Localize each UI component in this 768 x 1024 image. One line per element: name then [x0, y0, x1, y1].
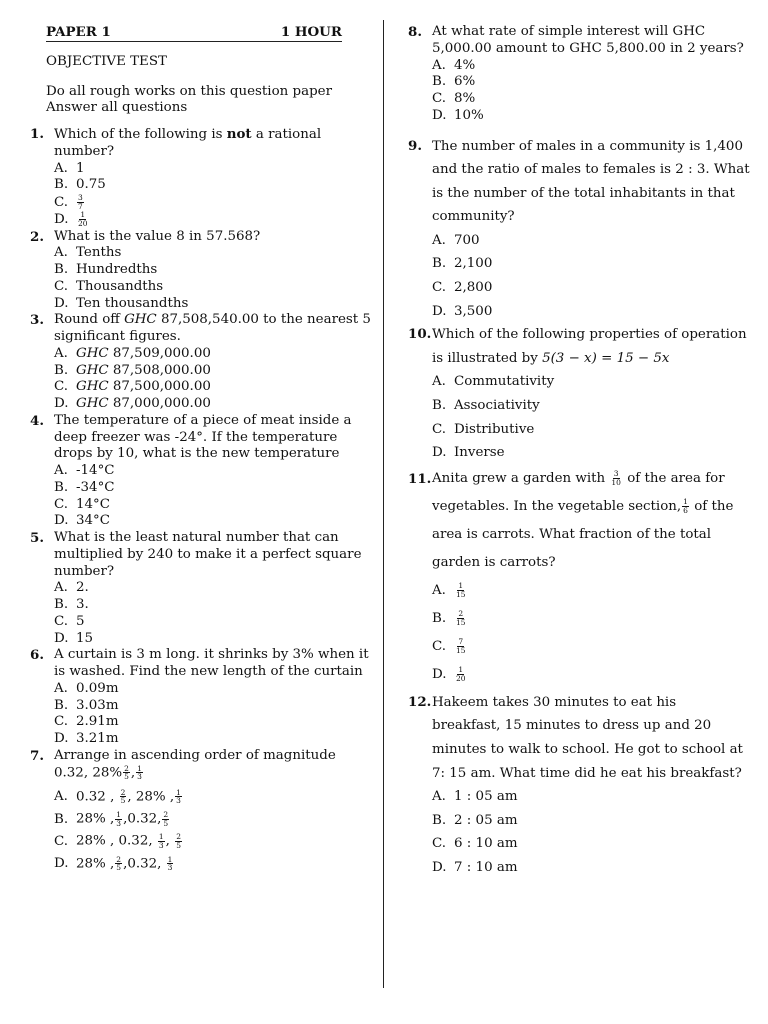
option-b[interactable] [408, 605, 758, 633]
denominator: 10 [611, 477, 621, 487]
option-b[interactable] [30, 597, 380, 614]
numerator: 1 [80, 210, 86, 220]
option-text: 3. [76, 597, 89, 612]
paper-header [46, 24, 342, 42]
option-a[interactable] [408, 370, 758, 394]
option-a[interactable] [30, 681, 380, 698]
option-text: 7 : 10 am [454, 859, 518, 875]
option-letter: A. [432, 374, 446, 390]
option-letter: B. [54, 362, 69, 378]
numerator: 1 [458, 665, 464, 675]
fraction [136, 765, 143, 781]
option-d[interactable] [408, 661, 758, 689]
option-text: 2,100 [454, 256, 493, 272]
option-text: 14°C [76, 496, 110, 512]
option-letter: D. [432, 107, 447, 123]
option-text: 2 : 05 am [454, 812, 518, 828]
right-q12-block [408, 691, 758, 880]
option-letter: D. [54, 396, 69, 411]
question-text-part: is illustrated by [432, 350, 543, 366]
numerator: 1 [137, 763, 142, 773]
question-number: 7. [30, 747, 44, 764]
question-line: minutes to walk to school. He got to school at [432, 742, 743, 757]
column-divider [383, 20, 384, 988]
option-text: -34°C [76, 479, 115, 495]
numerator: 1 [167, 854, 173, 864]
option-a[interactable] [30, 346, 380, 363]
denominator: 15 [456, 645, 466, 655]
numerator: 2 [458, 609, 464, 619]
option-d[interactable] [30, 296, 380, 313]
option-letter: C. [54, 714, 69, 730]
option-text: Hundredths [76, 262, 158, 277]
option-letter: C. [432, 421, 447, 437]
denominator: 3 [116, 818, 122, 828]
option-letter: D. [54, 731, 69, 746]
fraction [455, 638, 467, 654]
fraction [682, 498, 689, 514]
option-text: 3.03m [76, 697, 119, 713]
option-text: Tenths [76, 245, 122, 261]
denominator: 3 [176, 796, 181, 806]
right-spaced-block [408, 135, 758, 465]
option-d[interactable] [408, 108, 758, 125]
question-text-part: of the [689, 498, 734, 514]
question-line: Which of the following properties of operation [432, 327, 747, 343]
option-letter: B. [432, 610, 447, 626]
question-text: Arrange in ascending order of magnitude [54, 747, 336, 763]
question-text [432, 465, 758, 577]
left-column [30, 24, 380, 873]
option-letter: A. [54, 345, 68, 361]
question-text-part: a rational number? [54, 127, 322, 159]
option-letter: A. [54, 680, 68, 696]
option-text: 28% , [76, 811, 115, 827]
denominator: 5 [176, 840, 181, 850]
option-letter: D. [54, 211, 69, 227]
option-letter: C. [54, 194, 69, 210]
option-c[interactable] [30, 379, 380, 396]
fraction [175, 789, 182, 805]
question-text [432, 691, 758, 785]
denominator: 6 [683, 505, 688, 515]
fraction [115, 856, 122, 872]
option-a[interactable] [30, 463, 380, 480]
numerator: 2 [176, 832, 181, 842]
question-text [432, 323, 758, 370]
option-b[interactable] [408, 394, 758, 418]
duration-label: 1 HOUR [280, 24, 342, 40]
instruction-rough-work: Do all rough works on this question paper [46, 83, 332, 99]
option-letter: D. [432, 445, 447, 461]
option-letter: A. [432, 582, 446, 598]
question-text-part: Round off [54, 312, 125, 328]
fraction [120, 789, 127, 805]
numerator: 1 [176, 787, 181, 797]
option-letter: B. [432, 256, 447, 272]
option-text: ,0.32, [123, 856, 162, 871]
question-2 [30, 229, 380, 246]
question-line: area is carrots. What fraction of the total [432, 526, 712, 542]
option-letter: A. [432, 789, 446, 805]
question-text [54, 126, 380, 161]
question-number: 10. [408, 326, 432, 343]
denominator: 5 [163, 818, 169, 828]
question-3 [30, 312, 380, 346]
option-d[interactable] [408, 856, 758, 880]
question-line [432, 493, 758, 521]
option-letter: B. [54, 262, 69, 277]
option-letter: A. [54, 580, 68, 596]
option-letter: D. [432, 666, 447, 682]
question-5 [30, 530, 380, 580]
option-letter: C. [432, 836, 447, 852]
option-b[interactable] [30, 262, 380, 279]
question-text [54, 312, 380, 346]
numerator: 1 [158, 832, 164, 842]
option-text: 87,500,000.00 [112, 379, 211, 395]
question-line: 7: 15 am. What time did he eat his breakfast? [432, 765, 742, 781]
denominator: 15 [456, 617, 466, 627]
fraction [455, 610, 467, 626]
option-b[interactable] [30, 811, 380, 828]
question-line: Hakeem takes 30 minutes to eat his [432, 694, 677, 710]
fraction [167, 856, 174, 872]
question-text: The temperature of a piece of meat inside a deep freezer was -24°. If the temperature drops by 10, what is the new temperature [54, 412, 352, 462]
denominator: 5 [120, 796, 126, 806]
option-text: 15 [76, 630, 94, 646]
option-letter: C. [54, 613, 69, 629]
option-text: 0.32 , [76, 789, 115, 805]
option-b[interactable] [408, 252, 758, 276]
option-a[interactable] [30, 580, 380, 597]
numerator: 2 [120, 787, 126, 797]
option-b[interactable] [30, 480, 380, 497]
question-text-part: vegetables. In the vegetable section, [432, 498, 682, 514]
question-6 [30, 647, 380, 681]
option-letter: B. [54, 479, 69, 495]
option-text: 6 : 10 am [454, 836, 518, 852]
option-c[interactable] [30, 497, 380, 514]
question-10 [408, 323, 758, 370]
option-letter: C. [54, 833, 69, 849]
math-expression: 5(3 − x) = 15 − 5x [542, 350, 670, 366]
numerator: 1 [458, 581, 464, 591]
denominator: 3 [167, 863, 173, 872]
option-text: 10% [454, 107, 484, 123]
option-text: 87,000,000.00 [112, 396, 211, 411]
option-text: 1 : 05 am [454, 789, 518, 805]
question-text-part: Anita grew a garden with [432, 470, 610, 486]
option-text: Ten thousandths [76, 295, 189, 311]
question-9 [408, 135, 758, 229]
denominator: 5 [124, 772, 129, 781]
option-letter: D. [54, 295, 69, 311]
option-text: 87,508,000.00 [112, 362, 211, 378]
question-line: breakfast, 15 minutes to dress up and 20 [432, 718, 712, 734]
fraction [158, 833, 165, 849]
option-c[interactable] [408, 418, 758, 442]
option-letter: B. [54, 177, 69, 193]
question-line: and the ratio of males to females is 2 : 3. What [432, 162, 750, 178]
option-letter: C. [54, 496, 69, 512]
option-letter: C. [432, 638, 447, 654]
fraction [115, 811, 122, 827]
question-number: 9. [408, 137, 422, 154]
option-b[interactable] [30, 363, 380, 380]
option-text: 34°C [76, 513, 110, 529]
denominator: 3 [158, 840, 164, 850]
fraction [610, 470, 622, 486]
option-d[interactable] [30, 396, 380, 413]
section-title: OBJECTIVE TEST [46, 53, 167, 69]
currency-label: GHC [76, 362, 109, 378]
option-c[interactable] [408, 633, 758, 661]
option-a[interactable] [30, 789, 380, 806]
question-number: 5. [30, 530, 44, 546]
option-text: -14°C [76, 463, 115, 478]
question-text-part: of the area for [622, 470, 725, 486]
denominator: 20 [456, 673, 466, 683]
option-letter: A. [432, 57, 446, 73]
question-line: community? [432, 209, 515, 225]
numerator: 1 [683, 497, 688, 507]
option-c[interactable] [408, 832, 758, 856]
option-b[interactable] [30, 177, 380, 194]
option-letter: D. [54, 856, 69, 871]
option-a[interactable] [408, 577, 758, 605]
question-number: 2. [30, 228, 44, 245]
question-text [432, 135, 758, 229]
fraction [455, 582, 467, 598]
question-number: 1. [30, 126, 44, 142]
option-d[interactable] [30, 631, 380, 648]
numerator: 2 [163, 810, 169, 819]
option-letter: C. [54, 278, 69, 294]
fraction [123, 765, 130, 781]
option-letter: B. [54, 811, 69, 827]
currency-label: GHC [76, 345, 109, 361]
question-number: 6. [30, 647, 44, 664]
option-letter: C. [432, 91, 447, 106]
option-a[interactable] [408, 785, 758, 809]
option-text: Commutativity [454, 374, 555, 390]
numerator: 7 [458, 637, 464, 647]
denominator: 5 [116, 863, 122, 872]
question-text-emphasis: not [226, 126, 252, 142]
option-b[interactable] [408, 809, 758, 833]
question-number: 3. [30, 312, 44, 329]
option-d[interactable] [30, 211, 380, 228]
currency-label: GHC [124, 312, 157, 328]
question-line [432, 465, 758, 493]
option-a[interactable] [408, 58, 758, 75]
option-letter: C. [54, 379, 69, 395]
option-text: , 28% , [127, 789, 175, 805]
option-text: 87,509,000.00 [112, 345, 211, 361]
option-a[interactable] [30, 161, 380, 178]
option-text: 3,500 [454, 303, 493, 319]
fraction [175, 833, 182, 849]
option-letter: A. [54, 789, 68, 805]
question-line: is the number of the total inhabitants in that [432, 185, 735, 201]
numerator: 3 [613, 469, 619, 479]
option-text: 1 [76, 160, 85, 176]
question-line: The number of males in a community is 1,400 [432, 138, 743, 154]
option-letter: D. [54, 513, 69, 529]
option-c[interactable] [408, 91, 758, 108]
option-a[interactable] [30, 245, 380, 262]
option-text: Inverse [454, 445, 505, 461]
question-8 [408, 24, 758, 58]
question-text-part: Which of the following is [54, 127, 227, 142]
option-letter: C. [432, 280, 447, 296]
question-text-part: 87,508,540.00 to the nearest 5 significant figures. [54, 312, 371, 344]
option-text: 28% , [76, 856, 115, 871]
question-4 [30, 413, 380, 463]
option-c[interactable] [408, 276, 758, 300]
option-c[interactable] [30, 194, 380, 211]
option-d[interactable] [408, 441, 758, 465]
question-1 [30, 126, 380, 161]
denominator: 7 [78, 201, 83, 211]
option-text: 2.91m [76, 714, 119, 730]
option-a[interactable] [408, 229, 758, 253]
option-d[interactable] [408, 300, 758, 324]
option-text: 0.09m [76, 680, 119, 696]
question-12 [408, 691, 758, 785]
numerator: 2 [116, 854, 122, 864]
option-letter: D. [432, 303, 447, 319]
question-line: garden is carrots? [432, 554, 556, 570]
question-text: What is the least natural number that can multiplied by 240 to make it a perfect square number? [54, 530, 362, 579]
option-c[interactable] [30, 714, 380, 731]
option-text: 700 [454, 232, 480, 248]
denominator: 15 [456, 589, 466, 599]
option-letter: A. [432, 232, 446, 248]
question-7 [30, 748, 380, 765]
option-d[interactable] [30, 731, 380, 748]
question-line [432, 347, 758, 371]
option-text: Distributive [454, 421, 535, 437]
option-letter: B. [432, 74, 447, 90]
option-text: 2. [76, 580, 89, 596]
option-c[interactable] [30, 614, 380, 631]
option-letter: B. [432, 398, 447, 414]
question-text: At what rate of simple interest will GHC 5,000.00 amount to GHC 5,800.00 in 2 years? [432, 24, 744, 56]
option-d[interactable] [30, 513, 380, 530]
option-text: Associativity [454, 398, 540, 414]
numerator: 3 [78, 193, 83, 202]
question-text: What is the value 8 in 57.568? [54, 228, 261, 244]
right-q11-block [408, 465, 758, 689]
numerator: 2 [124, 763, 129, 773]
option-b[interactable] [30, 698, 380, 715]
option-text: ,0.32, [123, 811, 162, 827]
question-number: 8. [408, 24, 422, 40]
option-text: 5 [76, 613, 85, 629]
fraction [162, 811, 169, 827]
question-11 [408, 465, 758, 577]
option-text: 0.75 [76, 177, 106, 193]
option-c[interactable] [30, 833, 380, 850]
option-letter: D. [54, 630, 69, 646]
instruction-answer-all: Answer all questions [46, 100, 188, 116]
option-text: 3.21m [76, 731, 119, 746]
option-text: Thousandths [76, 278, 164, 294]
denominator: 3 [137, 772, 142, 781]
question-text: A curtain is 3 m long. it shrinks by 3% when it is washed. Find the new length of the curtain [54, 647, 369, 679]
option-text: 2,800 [454, 280, 493, 296]
option-letter: D. [432, 859, 447, 875]
fraction [77, 211, 89, 227]
currency-label: GHC [76, 379, 109, 395]
option-b[interactable] [408, 74, 758, 91]
denominator: 20 [78, 218, 88, 228]
fraction [455, 666, 467, 682]
question-number: 11. [408, 470, 432, 487]
question-7-list: 0.32, 28% $\frac{2}{5}$ , $\frac{1}{3}$ [54, 763, 142, 781]
option-c[interactable] [30, 279, 380, 296]
right-column [408, 24, 758, 880]
option-text: 4% [454, 57, 476, 73]
option-letter: B. [54, 697, 69, 713]
option-letter: A. [54, 245, 68, 261]
question-number: 12. [408, 693, 432, 710]
numerator: 1 [116, 810, 122, 819]
option-text: 28% , 0.32, [76, 833, 153, 849]
option-text: 8% [454, 91, 476, 106]
option-d[interactable] [30, 856, 380, 873]
option-text: 6% [454, 74, 476, 90]
list-text: 0.32, 28% [54, 765, 123, 780]
currency-label: GHC [76, 396, 109, 411]
paper-label: PAPER 1 [46, 24, 111, 40]
option-text: , [165, 833, 170, 849]
question-number: 4. [30, 412, 44, 429]
option-letter: A. [54, 463, 68, 478]
option-letter: A. [54, 160, 68, 176]
option-letter: B. [432, 812, 447, 828]
option-letter: B. [54, 597, 69, 612]
fraction [77, 194, 84, 210]
